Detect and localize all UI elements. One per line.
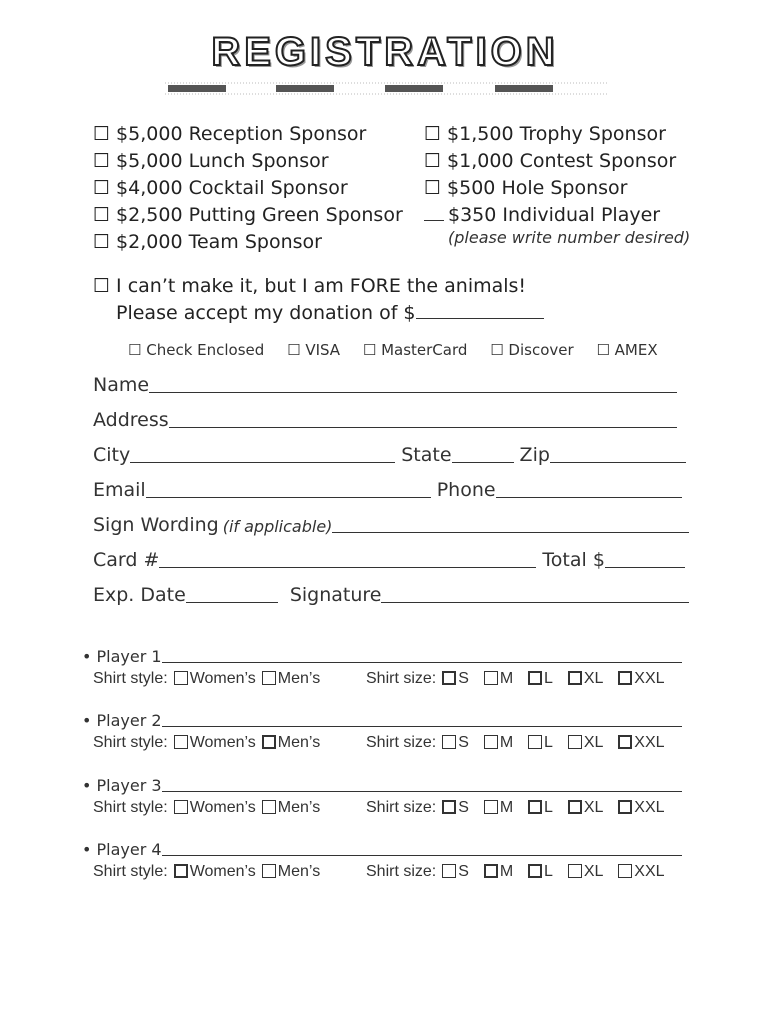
checkbox-icon[interactable]	[262, 800, 276, 814]
checkbox-icon[interactable]: ☐	[93, 275, 111, 297]
payment-amex[interactable]: ☐ AMEX	[596, 341, 658, 359]
sponsor-cocktail[interactable]: ☐ $4,000 Cocktail Sponsor	[93, 177, 348, 199]
checkbox-icon[interactable]	[174, 864, 188, 878]
sponsor-hole[interactable]: ☐ $500 Hole Sponsor	[424, 177, 628, 199]
signature-label: Signature	[289, 584, 382, 606]
sign-wording-input-line[interactable]	[332, 515, 689, 533]
checkbox-icon[interactable]	[528, 735, 542, 749]
checkbox-icon[interactable]	[442, 864, 456, 878]
total-label: Total $	[542, 549, 605, 571]
checkbox-icon[interactable]	[262, 735, 276, 749]
checkbox-icon[interactable]: ☐	[93, 204, 111, 226]
player-2-input-line[interactable]	[162, 711, 682, 727]
exp-date-input-line[interactable]	[186, 585, 278, 603]
sponsor-team[interactable]: ☐ $2,000 Team Sponsor	[93, 231, 322, 253]
player-3-shirt-size: Shirt size: S M L XL XXL	[366, 799, 665, 816]
checkbox-icon[interactable]: ☐	[424, 123, 442, 145]
checkbox-icon[interactable]	[484, 864, 498, 878]
checkbox-icon[interactable]	[442, 800, 456, 814]
player-2-shirt-style: Shirt style: Women’s Men’s	[93, 734, 321, 751]
player-4-shirt-size: Shirt size: S M L XL XXL	[366, 863, 665, 880]
checkbox-icon[interactable]	[528, 671, 542, 685]
address-input-line[interactable]	[169, 410, 677, 428]
individual-player-note: (please write number desired)	[448, 228, 691, 247]
exp-date-label: Exp. Date	[93, 584, 186, 606]
checkbox-icon[interactable]	[442, 671, 456, 685]
state-label: State	[401, 444, 452, 466]
payment-options	[128, 341, 676, 359]
checkbox-icon[interactable]	[528, 864, 542, 878]
title-underline-decoration	[165, 80, 608, 98]
name-input-line[interactable]	[149, 375, 677, 393]
checkbox-icon[interactable]	[174, 671, 188, 685]
checkbox-icon[interactable]: ☐	[424, 150, 442, 172]
state-input-line[interactable]	[452, 445, 514, 463]
checkbox-icon[interactable]: ☐	[93, 177, 111, 199]
player-1-shirt-style: Shirt style: Women’s Men’s	[93, 670, 321, 687]
player-1-shirt-size: Shirt size: S M L XL XXL	[366, 670, 665, 687]
address-label: Address	[93, 409, 169, 431]
sign-wording-note: (if applicable)	[222, 517, 333, 536]
phone-label: Phone	[436, 479, 496, 501]
checkbox-icon[interactable]	[618, 735, 632, 749]
sponsor-individual-player[interactable]: $350 Individual Player	[424, 202, 660, 229]
payment-mastercard[interactable]: ☐ MasterCard	[362, 341, 468, 359]
donation-amount-row: Please accept my donation of $	[116, 300, 544, 327]
quantity-blank[interactable]	[424, 203, 444, 221]
player-1-row	[82, 644, 682, 666]
checkbox-icon[interactable]: ☐	[93, 231, 111, 253]
sponsor-contest[interactable]: ☐ $1,000 Contest Sponsor	[424, 150, 677, 172]
checkbox-icon[interactable]	[174, 735, 188, 749]
card-label: Card #	[93, 549, 160, 571]
card-input-line[interactable]	[159, 550, 536, 568]
email-input-line[interactable]	[146, 480, 431, 498]
zip-label: Zip	[519, 444, 550, 466]
checkbox-icon[interactable]	[568, 864, 582, 878]
sign-wording-row	[93, 512, 689, 536]
checkbox-icon[interactable]	[528, 800, 542, 814]
zip-input-line[interactable]	[550, 445, 686, 463]
player-3-input-line[interactable]	[162, 776, 682, 792]
player-2-row	[82, 708, 682, 730]
phone-input-line[interactable]	[496, 480, 682, 498]
player-2-label: • Player 2	[82, 711, 162, 730]
signature-input-line[interactable]	[381, 585, 689, 603]
name-label: Name	[93, 374, 150, 396]
card-total-row	[93, 547, 685, 571]
player-1-input-line[interactable]	[162, 647, 682, 663]
sponsor-putting-green[interactable]: ☐ $2,500 Putting Green Sponsor	[93, 204, 403, 226]
payment-discover[interactable]: ☐ Discover	[490, 341, 574, 359]
city-label: City	[93, 444, 131, 466]
player-3-label: • Player 3	[82, 776, 162, 795]
checkbox-icon[interactable]: ☐	[424, 177, 442, 199]
checkbox-icon[interactable]	[568, 735, 582, 749]
checkbox-icon[interactable]	[484, 800, 498, 814]
player-1-label: • Player 1	[82, 647, 162, 666]
player-4-label: • Player 4	[82, 840, 162, 859]
checkbox-icon[interactable]: ☐	[596, 341, 610, 359]
form-title: REGISTRATION	[211, 30, 559, 74]
email-label: Email	[93, 479, 146, 501]
donation-amount-blank[interactable]	[416, 301, 544, 319]
checkbox-icon[interactable]: ☐	[128, 341, 142, 359]
checkbox-icon[interactable]	[568, 800, 582, 814]
name-row	[93, 372, 677, 396]
checkbox-icon[interactable]: ☐	[362, 341, 377, 359]
checkbox-icon[interactable]	[618, 864, 632, 878]
player-3-row	[82, 773, 682, 795]
checkbox-icon[interactable]	[568, 671, 582, 685]
checkbox-icon[interactable]	[618, 671, 632, 685]
checkbox-icon[interactable]	[484, 735, 498, 749]
total-input-line[interactable]	[605, 550, 685, 568]
payment-check-enclosed[interactable]: ☐ Check Enclosed	[128, 341, 265, 359]
city-input-line[interactable]	[130, 445, 395, 463]
payment-visa[interactable]: ☐ VISA	[287, 341, 341, 359]
player-4-shirt-style: Shirt style: Women’s Men’s	[93, 863, 321, 880]
player-4-row	[82, 837, 682, 859]
sponsor-lunch[interactable]: ☐ $5,000 Lunch Sponsor	[93, 150, 329, 172]
email-phone-row	[93, 477, 682, 501]
city-state-zip-row	[93, 442, 686, 466]
checkbox-icon[interactable]	[262, 864, 276, 878]
checkbox-icon[interactable]	[618, 800, 632, 814]
donation-option[interactable]: ☐ I can’t make it, but I am FORE the animals!	[93, 275, 527, 297]
checkbox-icon[interactable]	[442, 735, 456, 749]
checkbox-icon[interactable]	[174, 800, 188, 814]
sponsor-reception[interactable]: ☐ $5,000 Reception Sponsor	[93, 123, 367, 145]
player-3-shirt-style: Shirt style: Women’s Men’s	[93, 799, 321, 816]
address-row	[93, 407, 677, 431]
checkbox-icon[interactable]	[484, 671, 498, 685]
exp-signature-row	[93, 582, 689, 606]
player-2-shirt-size: Shirt size: S M L XL XXL	[366, 734, 665, 751]
sponsor-trophy[interactable]: ☐ $1,500 Trophy Sponsor	[424, 123, 666, 145]
sign-wording-label: Sign Wording	[93, 514, 219, 536]
checkbox-icon[interactable]: ☐	[490, 341, 504, 359]
checkbox-icon[interactable]: ☐	[93, 123, 111, 145]
checkbox-icon[interactable]: ☐	[287, 341, 301, 359]
checkbox-icon[interactable]: ☐	[93, 150, 111, 172]
checkbox-icon[interactable]	[262, 671, 276, 685]
player-4-input-line[interactable]	[162, 840, 682, 856]
